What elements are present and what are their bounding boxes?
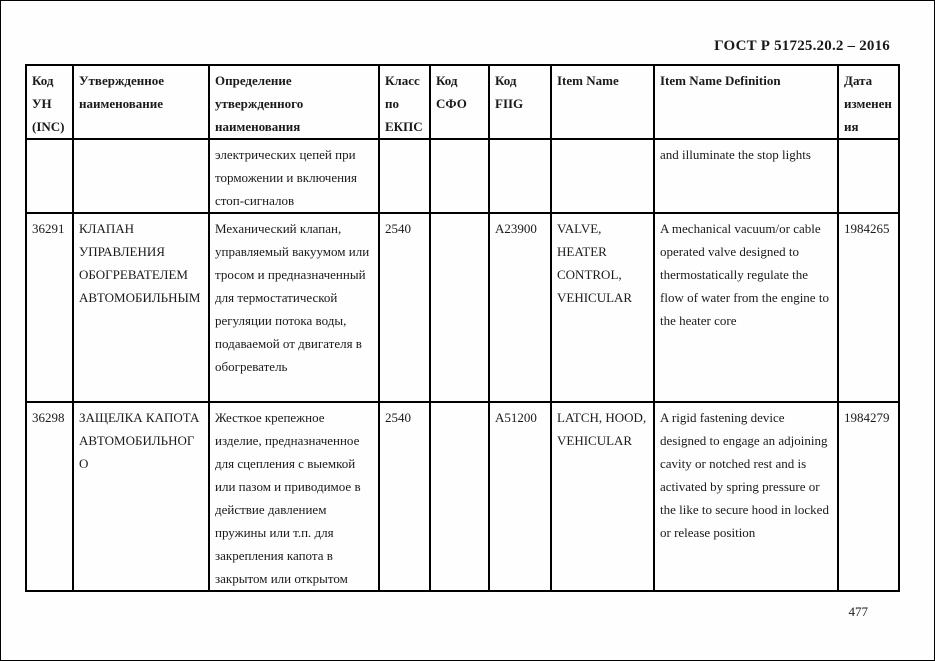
cell-change-date: 1984279 <box>838 402 899 591</box>
cell-sfo-code <box>430 402 489 591</box>
col-header-sfo-code: Код СФО <box>430 65 489 139</box>
page-number: 477 <box>848 604 868 619</box>
cell-approved-name-definition: Механический клапан, управляемый вакуумом или тросом и предназначенный для термостатической регуляции потока воды, подаваемой от двигателя в обогреватель <box>209 213 379 402</box>
col-header-approved-name-definition: Определение утвержденного наименования <box>209 65 379 139</box>
cell-fiig-code <box>489 139 551 213</box>
document-title: ГОСТ Р 51725.20.2 – 2016 <box>714 38 890 54</box>
cell-item-name-definition: A rigid fastening device designed to engage an adjoining cavity or notched rest and is activated by spring pressure or the like to secure hood in locked or release position <box>654 402 838 591</box>
cell-sfo-code <box>430 213 489 402</box>
cell-inc-code: 36298 <box>26 402 73 591</box>
cell-item-name: VALVE, HEATER CONTROL, VEHICULAR <box>551 213 654 402</box>
col-header-item-name-definition: Item Name Definition <box>654 65 838 139</box>
cell-approved-name <box>73 139 209 213</box>
cell-ekps-class: 2540 <box>379 213 430 402</box>
cell-fiig-code: A23900 <box>489 213 551 402</box>
cell-item-name-definition: and illuminate the stop lights <box>654 139 838 213</box>
cell-fiig-code: A51200 <box>489 402 551 591</box>
cell-change-date: 1984265 <box>838 213 899 402</box>
cell-approved-name: КЛАПАН УПРАВЛЕНИЯ ОБОГРЕВАТЕЛЕМ АВТОМОБИЛЬНЫМ <box>73 213 209 402</box>
table-header-row <box>26 65 899 139</box>
cell-inc-code: 36291 <box>26 213 73 402</box>
cell-item-name: LATCH, HOOD, VEHICULAR <box>551 402 654 591</box>
table-row <box>26 402 899 591</box>
cell-item-name-definition: A mechanical vacuum/or cable operated valve designed to thermostatically regulate the flow of water from the engine to the heater core <box>654 213 838 402</box>
col-header-fiig-code: Код FIIG <box>489 65 551 139</box>
col-header-ekps-class: Класс по ЕКПС <box>379 65 430 139</box>
table-row <box>26 139 899 213</box>
cell-inc-code <box>26 139 73 213</box>
cell-ekps-class: 2540 <box>379 402 430 591</box>
table-row <box>26 213 899 402</box>
cell-approved-name-definition: электрических цепей при торможении и включения стоп-сигналов <box>209 139 379 213</box>
col-header-change-date: Дата изменения <box>838 65 899 139</box>
cell-approved-name: ЗАЩЕЛКА КАПОТА АВТОМОБИЛЬНОГО <box>73 402 209 591</box>
cell-ekps-class <box>379 139 430 213</box>
cell-sfo-code <box>430 139 489 213</box>
col-header-item-name: Item Name <box>551 65 654 139</box>
cell-item-name <box>551 139 654 213</box>
col-header-inc-code: Код УН (INC) <box>26 65 73 139</box>
cell-change-date <box>838 139 899 213</box>
col-header-approved-name: Утвержденное наименование <box>73 65 209 139</box>
catalog-table <box>25 64 900 592</box>
cell-approved-name-definition: Жесткое крепежное изделие, предназначенное для сцепления с выемкой или пазом и приводимое в действие давлением пружины или т.п. для закрепления капота в закрытом или открытом <box>209 402 379 591</box>
